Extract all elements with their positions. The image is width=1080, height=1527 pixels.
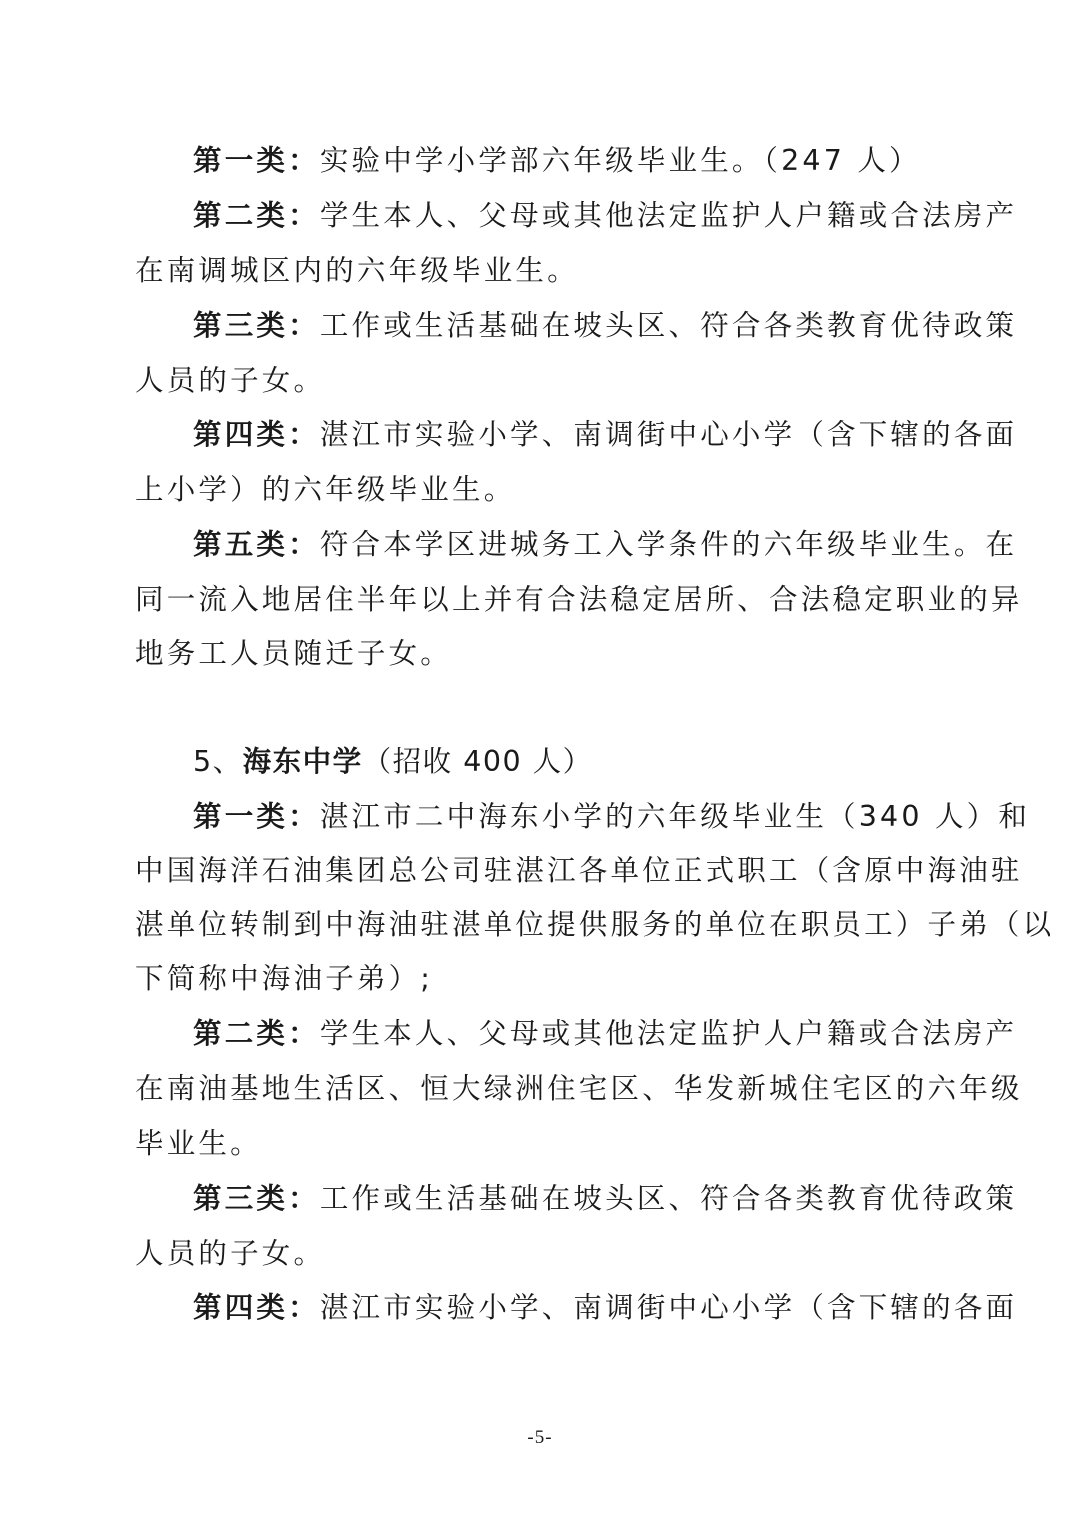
s2-category-3-cont-1: 人员的子女。 (135, 1237, 326, 1270)
s2-category-1-cont-1: 中国海洋石油集团总公司驻湛江各单位正式职工（含原中海油驻 (135, 854, 1023, 887)
s2-category-1 (193, 797, 1031, 837)
category-text: 湛江市二中海东小学的六年级毕业生（340 人）和 (319, 800, 1031, 833)
category-text: 学生本人、父母或其他法定监护人户籍或合法房产 (319, 199, 1018, 232)
category-text: 湛江市实验小学、南调街中心小学（含下辖的各面 (319, 418, 1018, 451)
category-text: 工作或生活基础在坡头区、符合各类教育优待政策 (319, 1182, 1018, 1215)
category-label: 第一类： (193, 800, 320, 833)
category-text: 学生本人、父母或其他法定监护人户籍或合法房产 (319, 1017, 1018, 1050)
category-label: 第三类： (193, 309, 320, 342)
s2-category-1-cont-3: 下简称中海油子弟）; (135, 962, 434, 995)
s2-category-3 (193, 1179, 1018, 1219)
s1-category-1 (193, 141, 1013, 181)
heading-school-name: 海东中学 (242, 745, 363, 778)
category-label: 第三类： (193, 1182, 320, 1215)
s1-category-5-cont-2: 地务工人员随迁子女。 (135, 637, 453, 670)
s2-category-2-cont-1: 在南油基地生活区、恒大绿洲住宅区、华发新城住宅区的六年级 (135, 1072, 1023, 1105)
category-text: 湛江市实验小学、南调街中心小学（含下辖的各面 (319, 1291, 1018, 1324)
s2-category-2-cont-2: 毕业生。 (135, 1127, 262, 1160)
category-text: 实验中学小学部六年级毕业生。（247 人） (319, 144, 921, 177)
s1-category-5 (193, 525, 1018, 565)
s1-category-2 (193, 196, 1018, 236)
page-number: -5- (527, 1427, 553, 1448)
category-label: 第二类： (193, 199, 320, 232)
s1-category-3 (193, 306, 1018, 346)
s1-category-2-cont-1: 在南调城区内的六年级毕业生。 (135, 254, 579, 287)
s2-category-4 (193, 1288, 1018, 1328)
category-label: 第五类： (193, 528, 320, 561)
s2-category-2 (193, 1014, 1018, 1054)
category-label: 第一类： (193, 144, 320, 177)
heading-number: 5、 (193, 745, 243, 778)
s2-category-1-cont-2: 湛单位转制到中海油驻湛单位提供服务的单位在职员工）子弟（以 (135, 908, 1055, 941)
category-text: 符合本学区进城务工入学条件的六年级毕业生。在 (319, 528, 1018, 561)
s1-category-4 (193, 415, 1018, 455)
heading-enrollment: （招收 400 人） (362, 745, 593, 778)
category-label: 第四类： (193, 1291, 320, 1324)
category-label: 第二类： (193, 1017, 320, 1050)
s1-category-3-cont-1: 人员的子女。 (135, 364, 326, 397)
s1-category-5-cont-1: 同一流入地居住半年以上并有合法稳定居所、合法稳定职业的异 (135, 583, 1023, 616)
section-heading (193, 742, 593, 782)
s1-category-4-cont-1: 上小学）的六年级毕业生。 (135, 473, 516, 506)
category-text: 工作或生活基础在坡头区、符合各类教育优待政策 (319, 309, 1018, 342)
category-label: 第四类： (193, 418, 320, 451)
